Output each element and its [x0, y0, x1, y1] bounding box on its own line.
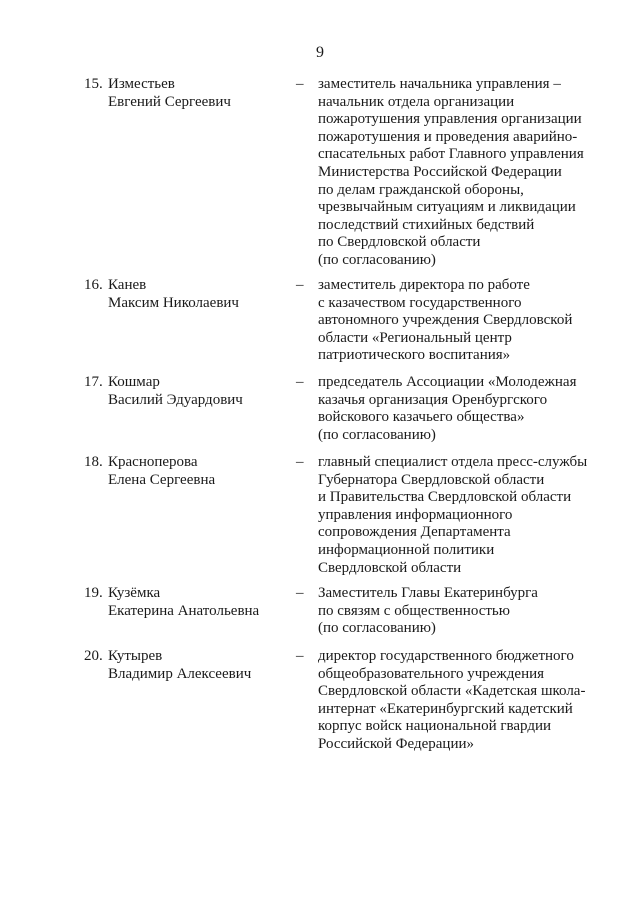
entry-number: 17.: [84, 374, 103, 390]
entry-number: 15.: [84, 76, 103, 92]
entry-number: 19.: [84, 585, 103, 601]
person-surname: Кошмар: [108, 374, 160, 390]
entry-dash: –: [296, 277, 304, 293]
person-given-name: Елена Сергеевна: [108, 471, 216, 488]
person-given-name: Екатерина Анатольевна: [108, 602, 260, 619]
person-surname: Кузёмка: [108, 585, 161, 601]
entry-dash: –: [296, 648, 304, 664]
entry-dash: –: [296, 374, 304, 390]
position-description: Заместитель Главы Екатеринбурга по связям с общественностью (по согласованию): [318, 585, 538, 637]
entry-dash: –: [296, 76, 304, 92]
person-surname: Красноперова: [108, 454, 198, 470]
position-description: главный специалист отдела пресс-службы Губернатора Свердловской области и Правительства Свердловской области управления информационного сопровождения Департамента информационной политики Свердловской области: [318, 454, 588, 576]
position-description: заместитель директора по работе с казачеством государственного автономного учреждения Свердловской области «Региональный центр патриотического воспитания»: [318, 277, 573, 364]
entry-number: 16.: [84, 277, 103, 293]
entry-dash: –: [296, 585, 304, 601]
entry-number: 18.: [84, 454, 103, 470]
person-surname: Канев: [108, 277, 147, 293]
entry-number: 20.: [84, 648, 103, 664]
position-description: заместитель начальника управления – начальник отдела организации пожаротушения управления организации пожаротушения и проведения аварийно- спасательных работ Главного управления Министерства Российской Федерации по делам гражданской обороны, чрезвычайным ситуациям и ликвидации последствий стихийных бедствий по Свердловской области (по согласованию): [318, 76, 584, 268]
position-description: директор государственного бюджетного общеобразовательного учреждения Свердловской области «Кадетская школа- интернат «Екатеринбургский кадетский корпус войск национальной гвардии Российской Федерации»: [318, 648, 586, 752]
person-surname: Изместьев: [108, 76, 175, 92]
position-description: председатель Ассоциации «Молодежная казачья организация Оренбургского войскового казачьего общества» (по согласованию): [318, 374, 577, 443]
person-given-name: Евгений Сергеевич: [108, 93, 231, 110]
person-surname: Кутырев: [108, 648, 163, 664]
person-given-name: Максим Николаевич: [108, 294, 239, 311]
person-given-name: Василий Эдуардович: [108, 391, 243, 408]
entry-dash: –: [296, 454, 304, 470]
page-number: 9: [316, 44, 324, 61]
person-given-name: Владимир Алексеевич: [108, 665, 252, 682]
